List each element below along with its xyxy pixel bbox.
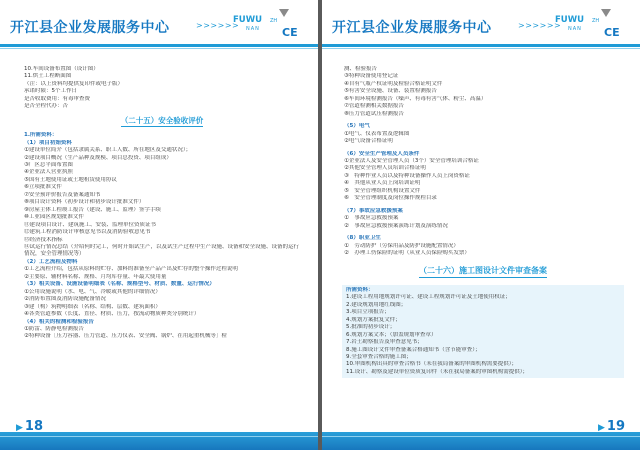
header-divider-thin bbox=[0, 48, 318, 49]
intro-line: 是否全程代办：否 bbox=[24, 103, 69, 110]
list-item: ① 事故应急救援预案 bbox=[344, 215, 399, 222]
subheading: （8）职业卫生 bbox=[344, 235, 381, 242]
header-arrows: >>>>>> bbox=[518, 21, 562, 30]
list-item: ③特种设备使用登记证 bbox=[344, 73, 399, 80]
requirements-list bbox=[344, 66, 622, 257]
list-item: ②主要原、辅材料名称、规格、月均库存量、年最大使用量 bbox=[24, 273, 167, 280]
list-item: 10.审图机构出具的审查合格书（未在我局备案的审图机构需要提供）； bbox=[346, 361, 517, 368]
list-item: ② 办理工伤保险的证明（从业人员保险购买发票） bbox=[344, 249, 470, 256]
left-content bbox=[24, 66, 300, 341]
list-item: ⑨房屋主体工程竣工报告（建设、施工、监理）签字手续 bbox=[24, 206, 161, 213]
list-item: 6.规划方案文本；（加盖规划审查章） bbox=[346, 331, 437, 338]
page-footer bbox=[0, 416, 318, 450]
list-item: ①防雷、防静电检测报告 bbox=[24, 325, 84, 332]
triangle-right-icon: ▶ bbox=[16, 423, 23, 433]
intro-line: 是否收取费用：有毒审查费 bbox=[24, 95, 91, 102]
list-item: 11.设计、勘察及建设单位资质复印件（未在我局备案的审图机构需提供）； bbox=[346, 368, 528, 375]
list-item: 1.建设工程用地规划许可证、建设工程规划许可证及土地使用权证； bbox=[346, 294, 511, 301]
intro-line: 10.车间设备布置图（设计图） bbox=[24, 66, 99, 72]
footer-bar bbox=[322, 432, 640, 450]
list-item: ④自有气瓶产权证明及检验合格证明文件 bbox=[344, 80, 443, 87]
list-item: ①工艺流程介绍，包括从原料的贮存、加料的准备至产品产出及贮存的整个操作过程说明 bbox=[24, 266, 238, 273]
list-item: ②其他安全管理人员培训合格证明 bbox=[344, 165, 426, 172]
page-header bbox=[322, 0, 640, 52]
section-heading bbox=[24, 117, 300, 127]
intro-line: （注：以上资料均提供复印件或电子版） bbox=[24, 80, 124, 87]
list-item: ③建（构）筑物明细表（名称、结构、层数、建筑面积） bbox=[24, 303, 161, 310]
section-heading bbox=[344, 267, 622, 277]
requirements-box bbox=[342, 285, 624, 378]
header-brand-sub: NAN bbox=[568, 26, 582, 32]
header-arrows: >>>>>> bbox=[196, 21, 240, 30]
header-divider bbox=[0, 44, 318, 47]
subheading: （5）电气 bbox=[344, 123, 370, 130]
list-item: ② 事故应急救援预案演练计划及演练情况 bbox=[344, 222, 448, 229]
header-brand: FUWU bbox=[555, 15, 584, 25]
list-item: 测、检验报告 bbox=[344, 66, 378, 72]
list-item: ⑦安全预评价报告及备案通知书 bbox=[24, 191, 101, 198]
triangle-logo-icon bbox=[601, 9, 611, 17]
list-item: ⑥车间环境检测报告（噪声、有毒有害气体、粉尘、高温） bbox=[344, 95, 487, 102]
triangle-logo-icon bbox=[279, 9, 289, 17]
list-item: 4.规划方案批复文件； bbox=[346, 316, 401, 323]
list-item: 9.全套审查合格的施工图； bbox=[346, 353, 412, 360]
header-divider-thin bbox=[322, 48, 640, 49]
list-item: ⑤ 安全管理组织机构设置文件 bbox=[344, 187, 421, 194]
page-number: ▶ 19 bbox=[598, 419, 626, 434]
list-item: ④各类管道参数（长度、直径、材质、压力，按流动物质种类分别统计） bbox=[24, 311, 200, 318]
list-item: ①公用设施说明（水、电、气、冷暖或其他的详细情况） bbox=[24, 288, 161, 295]
triangle-right-icon: ▶ bbox=[598, 423, 605, 433]
header-brand-sub: NAN bbox=[246, 26, 260, 32]
list-item: 8.施工图设计文件审查备案合格通知书（含节能审查）； bbox=[346, 346, 481, 353]
section-title: （二十五）安全验收评价 bbox=[121, 117, 204, 127]
list-item: ②消防布置图及消防设施配备情况 bbox=[24, 296, 106, 303]
header-title: 开江县企业发展服务中心 bbox=[332, 20, 492, 36]
list-item: ⑤有害安全设施、设备、装置检测报告 bbox=[344, 88, 437, 95]
list-item: ⑥立项批准文件 bbox=[24, 184, 62, 191]
page-header bbox=[0, 0, 318, 52]
left-page bbox=[0, 0, 318, 450]
header-brand-ce: CE bbox=[604, 26, 620, 39]
page-number: ▶ 18 bbox=[16, 419, 44, 434]
list-item: 2.建设规划用地红线图； bbox=[346, 301, 407, 308]
list-item: ⑤国有土地使用证或土地租赁使用协议 bbox=[24, 176, 117, 183]
list-item: ⑥ 安全管理制度及岗位操作规程目录 bbox=[344, 195, 437, 202]
list-item: ⑫建筑工程消防设计审核意见书以及消防验收意见书 bbox=[24, 229, 151, 236]
list-item: ⑬经济技术指标 bbox=[24, 236, 63, 243]
right-page bbox=[322, 0, 640, 450]
subheading: （6）安全生产管理及人员条件 bbox=[344, 150, 420, 157]
list-item: ④企业法人营业执照 bbox=[24, 169, 73, 176]
section-title: （二十六）施工图设计文件审查备案 bbox=[419, 267, 547, 277]
list-item: 3.项目立项报告； bbox=[346, 309, 390, 316]
list-item: ②建设项目概况（生产品种及规模、项目总投资、项目组成） bbox=[24, 154, 172, 161]
list-item: ③厂区总平面布置图 bbox=[24, 161, 73, 168]
list-item: ⑦管道检测相关数据报告 bbox=[344, 103, 404, 110]
intro-block bbox=[24, 66, 300, 111]
subheading: （2）工艺流程及物料 bbox=[24, 258, 78, 265]
list-item: ⑭试运行情况总结（介绍何时完工，何时开始试生产，以及试生产过程中生产设施、设备和安全设施、设备的运行情况，安全管理情况等） bbox=[24, 243, 300, 258]
intro-line: 11.烘土工程断面图 bbox=[24, 73, 72, 80]
list-item: ⑧项目设计资料（初步设计和初步设计批准文件） bbox=[24, 199, 145, 206]
subheading: （1）项目初始资料 bbox=[24, 139, 72, 146]
list-item: ①企业法人及安全管理人员（3个）安全管理培训合格证 bbox=[344, 157, 479, 164]
subheading: （4）相关的检测和检验报告 bbox=[24, 318, 94, 325]
header-brand: FUWU bbox=[233, 15, 262, 25]
page-footer bbox=[322, 416, 640, 450]
footer-bar bbox=[0, 432, 318, 450]
subheading: 1.所需资料： bbox=[24, 132, 58, 139]
subheading: （3）相关设备、设施设备明细表（名称、规格型号、材质、数量、运行情况） bbox=[24, 281, 215, 288]
list-item: ⑩工业园区规划批准文件 bbox=[24, 214, 84, 221]
right-content bbox=[344, 66, 622, 378]
list-item: ④ 其他从业人员上岗培训证明 bbox=[344, 180, 421, 187]
subheading: （7）事故应急救援预案 bbox=[344, 207, 403, 214]
header-divider bbox=[322, 44, 640, 47]
header-brand-ce: CE bbox=[282, 26, 298, 39]
list-item: ① 劳动防护（劳保用品及防护设施配置情况） bbox=[344, 242, 459, 249]
requirements-list bbox=[24, 132, 300, 341]
list-item: ②特种设备［压力容器、压力管道、压力仪表、安全阀、锅炉、在用起重机械等］检 bbox=[24, 333, 227, 340]
intro-line: 承诺时限：5个工作日 bbox=[24, 88, 77, 95]
list-item: 7.岩土勘察报告及审查意见书； bbox=[346, 339, 423, 346]
subheading: 所需资料： bbox=[346, 286, 374, 293]
list-item: ②电气设备合格证明 bbox=[344, 138, 393, 145]
list-item: ①电气、仪表布置及逻辑图 bbox=[344, 130, 410, 137]
list-item: ①建设单位简介（包括隶属关系、职工人数、所在地区及交通状况）； bbox=[24, 147, 192, 154]
header-title: 开江县企业发展服务中心 bbox=[10, 20, 170, 36]
header-brand-zm: ZH bbox=[592, 18, 600, 24]
list-item: ③ 特种作业人员以及特种设备操作人员上岗资格证 bbox=[344, 172, 470, 179]
header-brand-zm: ZH bbox=[270, 18, 278, 24]
list-item: ⑧压力管道试压检测报告 bbox=[344, 110, 404, 117]
list-item: 5.批准的初步设计； bbox=[346, 324, 396, 331]
list-item: ⑪建设项目设计、建筑施工、安装、监理单位资质证书 bbox=[24, 221, 157, 228]
